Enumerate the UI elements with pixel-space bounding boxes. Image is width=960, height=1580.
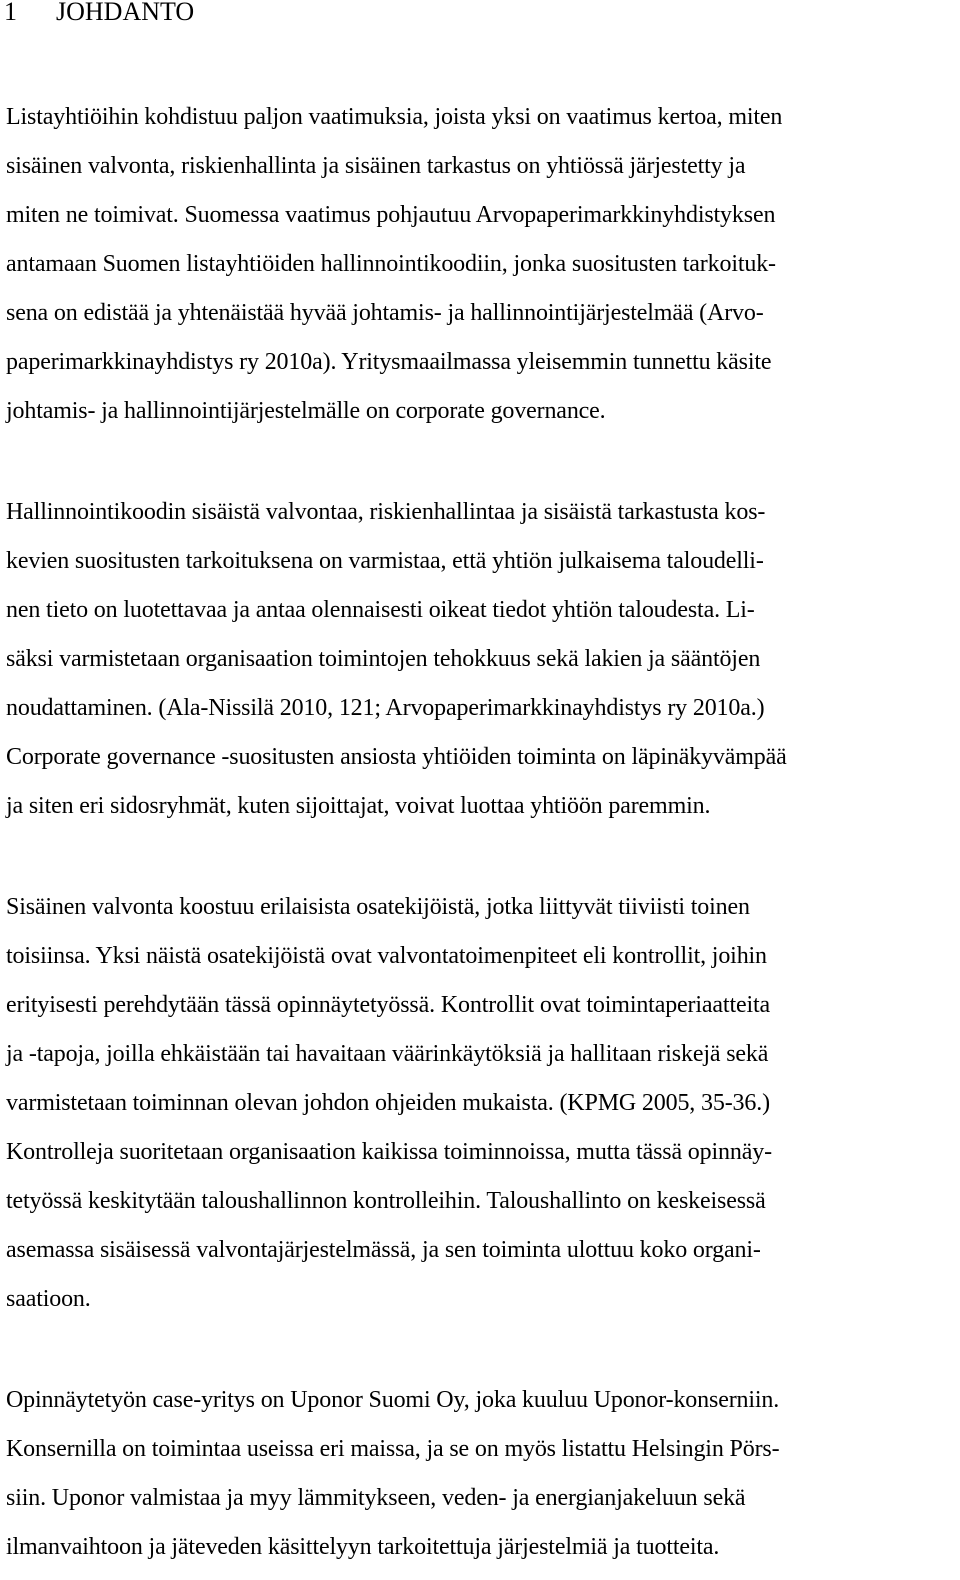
paragraph-line: ilmanvaihtoon ja jäteveden käsittelyyn tarkoitettuja järjestelmiä ja tuotteita. bbox=[6, 1534, 720, 1560]
paragraph-line: noudattaminen. (Ala-Nissilä 2010, 121; Arvopaperimarkkinayhdistys ry 2010a.) bbox=[6, 695, 765, 721]
section-title: JOHDANTO bbox=[56, 0, 195, 26]
paragraph-line: Sisäinen valvonta koostuu erilaisista osatekijöistä, jotka liittyvät tiiviisti toinen bbox=[6, 894, 750, 920]
paragraph-line: paperimarkkinayhdistys ry 2010a). Yritysmaailmassa yleisemmin tunnettu käsite bbox=[6, 349, 772, 375]
paragraph-line: kevien suositusten tarkoituksena on varmistaa, että yhtiön julkaisema taloudelli- bbox=[6, 548, 764, 574]
paragraph-line: sena on edistää ja yhtenäistää hyvää johtamis- ja hallinnointijärjestelmää (Arvo- bbox=[6, 300, 764, 326]
paragraph-line: tetyössä keskitytään taloushallinnon kontrolleihin. Taloushallinto on keskeisessä bbox=[6, 1188, 766, 1214]
section-heading bbox=[4, 0, 194, 30]
paragraph-line: asemassa sisäisessä valvontajärjestelmässä, ja sen toiminta ulottuu koko organi- bbox=[6, 1237, 761, 1263]
paragraph-line: ja siten eri sidosryhmät, kuten sijoittajat, voivat luottaa yhtiöön paremmin. bbox=[6, 793, 711, 819]
paragraph-line: varmistetaan toiminnan olevan johdon ohjeiden mukaista. (KPMG 2005, 35-36.) bbox=[6, 1090, 770, 1116]
paragraph-line: säksi varmistetaan organisaation toimintojen tehokkuus sekä lakien ja sääntöjen bbox=[6, 646, 761, 672]
paragraph-line: nen tieto on luotettavaa ja antaa olennaisesti oikeat tiedot yhtiön taloudesta. Li- bbox=[6, 597, 755, 623]
paragraph-line: siin. Uponor valmistaa ja myy lämmitykseen, veden- ja energianjakeluun sekä bbox=[6, 1485, 746, 1511]
paragraph-line: ja -tapoja, joilla ehkäistään tai havaitaan väärinkäytöksiä ja hallitaan riskejä sekä bbox=[6, 1041, 769, 1067]
paragraph-line: Konsernilla on toimintaa useissa eri maissa, ja se on myös listattu Helsingin Pörs- bbox=[6, 1436, 780, 1462]
paragraph-line: sisäinen valvonta, riskienhallinta ja sisäinen tarkastus on yhtiössä järjestetty ja bbox=[6, 153, 746, 179]
paragraph-line: antamaan Suomen listayhtiöiden hallinnointikoodiin, jonka suositusten tarkoituk- bbox=[6, 251, 776, 277]
paragraph-line: toisiinsa. Yksi näistä osatekijöistä ovat valvontatoimenpiteet eli kontrollit, joihin bbox=[6, 943, 767, 969]
paragraph-line: Hallinnointikoodin sisäistä valvontaa, riskienhallintaa ja sisäistä tarkastusta kos- bbox=[6, 499, 766, 525]
paragraph-line: erityisesti perehdytään tässä opinnäytetyössä. Kontrollit ovat toimintaperiaatteita bbox=[6, 992, 770, 1018]
section-number: 1 bbox=[4, 0, 17, 26]
paragraph-line: Corporate governance -suositusten ansiosta yhtiöiden toiminta on läpinäkyvämpää bbox=[6, 744, 787, 770]
paragraph-line: Opinnäytetyön case-yritys on Uponor Suomi Oy, joka kuuluu Uponor-konserniin. bbox=[6, 1387, 780, 1413]
paragraph-line: saatioon. bbox=[6, 1286, 91, 1312]
paragraph-line: Listayhtiöihin kohdistuu paljon vaatimuksia, joista yksi on vaatimus kertoa, miten bbox=[6, 104, 783, 130]
paragraph-line: Kontrolleja suoritetaan organisaation kaikissa toiminnoissa, mutta tässä opinnäy- bbox=[6, 1139, 772, 1165]
paragraph-line: johtamis- ja hallinnointijärjestelmälle on corporate governance. bbox=[6, 398, 606, 424]
paragraph-line: miten ne toimivat. Suomessa vaatimus pohjautuu Arvopaperimarkkinyhdistyksen bbox=[6, 202, 776, 228]
